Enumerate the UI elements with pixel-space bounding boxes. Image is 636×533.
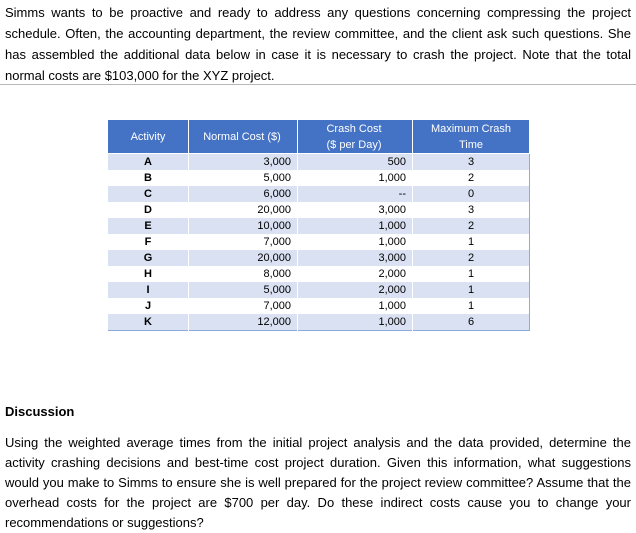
normal-cost-cell: 3,000: [189, 154, 298, 171]
crash-cost-cell: 1,000: [298, 234, 413, 250]
header-crash-cost-line2: ($ per Day): [326, 138, 382, 151]
header-max-crash-line1: Maximum Crash: [430, 122, 512, 135]
activity-cell: F: [108, 234, 189, 250]
table-row: [108, 282, 530, 298]
discussion-body: Using the weighted average times from the initial project analysis and the data provided, determine the activity crashing decisions and best-time cost project duration. Given this information, what suggestions would you make to Simms to ensure she is well prepared for the project review committee? Assume that the overhead costs for the project are $700 per day. Do these indirect costs cause you to change your recommendations or suggestions?: [5, 435, 631, 530]
table-row: [108, 186, 530, 202]
table-row: [108, 154, 530, 171]
activity-cell: B: [108, 170, 189, 186]
normal-cost-cell: 8,000: [189, 266, 298, 282]
intro-paragraph: Simms wants to be proactive and ready to address any questions concerning compressing the project schedule. Often, the accounting department, the review committee, and the client ask such questions. She has assembled the additional data below in case it is necessary to crash the project. Note that the total normal costs are $103,000 for the XYZ project.: [5, 5, 631, 83]
max-crash-time-cell: 1: [413, 298, 530, 314]
max-crash-time-cell: 2: [413, 218, 530, 234]
table-header-row: [108, 120, 530, 154]
normal-cost-cell: 6,000: [189, 186, 298, 202]
header-max-crash-line2: Time: [458, 138, 484, 151]
crash-cost-cell: 2,000: [298, 266, 413, 282]
max-crash-time-cell: 2: [413, 250, 530, 266]
activity-cell: H: [108, 266, 189, 282]
crash-data-table: [107, 119, 530, 331]
max-crash-time-cell: 3: [413, 154, 530, 171]
activity-cell: G: [108, 250, 189, 266]
header-max-crash-time: [413, 120, 530, 154]
header-crash-cost: [298, 120, 413, 154]
activity-cell: A: [108, 154, 189, 171]
crash-cost-cell: 1,000: [298, 218, 413, 234]
normal-cost-cell: 20,000: [189, 202, 298, 218]
max-crash-time-cell: 2: [413, 170, 530, 186]
crash-cost-cell: 3,000: [298, 202, 413, 218]
max-crash-time-cell: 6: [413, 314, 530, 331]
normal-cost-cell: 7,000: [189, 234, 298, 250]
normal-cost-cell: 5,000: [189, 282, 298, 298]
crash-cost-cell: 1,000: [298, 314, 413, 331]
normal-cost-cell: 5,000: [189, 170, 298, 186]
activity-cell: D: [108, 202, 189, 218]
crash-cost-cell: 1,000: [298, 298, 413, 314]
crash-cost-cell: 1,000: [298, 170, 413, 186]
max-crash-time-cell: 1: [413, 282, 530, 298]
max-crash-time-cell: 3: [413, 202, 530, 218]
max-crash-time-cell: 1: [413, 234, 530, 250]
crash-cost-cell: 3,000: [298, 250, 413, 266]
discussion-title: Discussion: [5, 404, 75, 419]
max-crash-time-cell: 1: [413, 266, 530, 282]
table-row: [108, 314, 530, 331]
table-row: [108, 234, 530, 250]
max-crash-time-cell: 0: [413, 186, 530, 202]
crash-cost-cell: 500: [298, 154, 413, 171]
section-divider: [0, 84, 636, 85]
table-row: [108, 218, 530, 234]
header-normal-cost: Normal Cost ($): [189, 120, 298, 154]
table-row: [108, 266, 530, 282]
table-row: [108, 202, 530, 218]
activity-cell: K: [108, 314, 189, 331]
header-crash-cost-line1: Crash Cost: [326, 122, 382, 135]
crash-cost-cell: --: [298, 186, 413, 202]
activity-cell: I: [108, 282, 189, 298]
normal-cost-cell: 10,000: [189, 218, 298, 234]
table-row: [108, 298, 530, 314]
activity-cell: J: [108, 298, 189, 314]
table-row: [108, 170, 530, 186]
crash-cost-cell: 2,000: [298, 282, 413, 298]
normal-cost-cell: 20,000: [189, 250, 298, 266]
activity-cell: E: [108, 218, 189, 234]
table-row: [108, 250, 530, 266]
normal-cost-cell: 7,000: [189, 298, 298, 314]
normal-cost-cell: 12,000: [189, 314, 298, 331]
header-activity: Activity: [108, 120, 189, 154]
activity-cell: C: [108, 186, 189, 202]
